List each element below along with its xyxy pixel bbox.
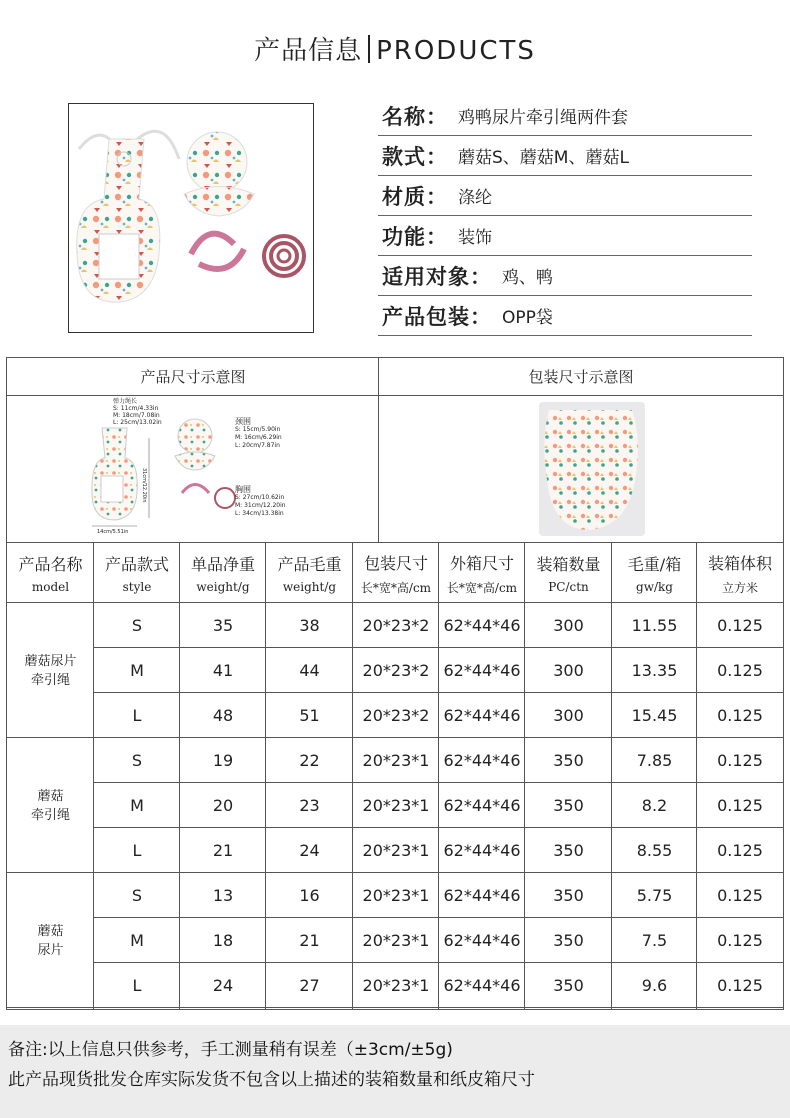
group-name	[7, 603, 94, 738]
header-cn: 装箱体积	[707, 553, 772, 573]
table-header	[180, 543, 266, 603]
table-cell: 20*23*1	[362, 886, 430, 905]
table-cell: L	[132, 841, 142, 860]
spec-row	[378, 216, 752, 256]
spec-key: 材质：	[382, 184, 448, 209]
elastic-l: L: 25cm/13.02in	[113, 419, 162, 426]
spec-row	[378, 136, 752, 176]
chest-s: S: 27cm/10.62in	[235, 494, 285, 501]
table-cell: 51	[299, 706, 320, 725]
package-photo	[537, 400, 647, 538]
table-cell: 21	[299, 931, 320, 950]
spec-value: 鸡鸭尿片牵引绳两件套	[458, 108, 628, 128]
table-cell: 48	[212, 706, 234, 725]
table-cell: S	[131, 751, 143, 770]
table-cell: S	[131, 886, 143, 905]
spec-key: 产品包装：	[382, 304, 492, 329]
table-cell: 0.125	[717, 616, 763, 635]
table-cell: 19	[212, 751, 234, 770]
table-cell: 15.45	[631, 706, 678, 725]
table-cell: 20*23*1	[362, 931, 430, 950]
dimension-diagram-title: 产品尺寸示意图	[7, 358, 379, 396]
product-photo	[68, 103, 314, 333]
table-cell: 62*44*46	[443, 616, 521, 635]
group-name-line: 牵引绳	[30, 672, 70, 688]
spec-value: OPP袋	[502, 308, 553, 328]
table-cell: 62*44*46	[443, 751, 521, 770]
table-cell: 23	[299, 796, 320, 815]
table-cell: 20*23*1	[362, 976, 430, 995]
table-cell: 7.85	[636, 751, 673, 770]
header-cn: 外箱尺寸	[449, 553, 514, 573]
table-cell: 0.125	[717, 886, 763, 905]
table-header	[353, 543, 439, 603]
table-cell: 0.125	[717, 661, 763, 680]
table-cell: 300	[553, 661, 584, 680]
table-cell: 300	[553, 706, 584, 725]
table-cell: 11.55	[631, 616, 678, 635]
table-cell: 9.6	[641, 976, 668, 995]
table-header	[697, 543, 783, 603]
table-cell: 8.2	[641, 796, 668, 815]
table-header	[612, 543, 697, 603]
table-cell: 8.55	[636, 841, 673, 860]
title-divider	[368, 35, 370, 63]
elastic-labels	[113, 398, 162, 426]
diagram-divider	[378, 358, 379, 543]
table-cell: 0.125	[717, 931, 763, 950]
spec-row	[378, 296, 752, 336]
header-cn: 单品净重	[190, 555, 255, 574]
spec-value: 蘑菇S、蘑菇M、蘑菇L	[458, 148, 629, 168]
table-cell: 350	[553, 931, 584, 950]
spec-value: 装饰	[458, 228, 492, 248]
table-cell: 21	[212, 841, 234, 860]
table-cell: 20*23*1	[362, 751, 430, 770]
table-cell: 62*44*46	[443, 841, 521, 860]
header-cn: 产品毛重	[277, 555, 342, 574]
table-cell: 300	[553, 616, 584, 635]
table-cell: 16	[299, 886, 320, 905]
package-diagram-title: 包装尺寸示意图	[379, 358, 783, 396]
table-cell: 350	[553, 841, 584, 860]
note-line-1: 备注:以上信息只供参考，手工测量稍有误差（±3cm/±5g)	[8, 1040, 453, 1060]
spec-row	[378, 176, 752, 216]
table-header	[439, 543, 525, 603]
package-illustration	[537, 400, 647, 538]
neck-labels	[235, 418, 282, 450]
table-cell: 20*23*2	[362, 616, 430, 635]
header-cn: 产品款式	[104, 555, 169, 574]
header-cn: 产品名称	[18, 555, 83, 574]
header-cn: 包装尺寸	[363, 553, 428, 573]
table-cell: 20*23*1	[362, 796, 430, 815]
chest-l: L: 34cm/13.38in	[235, 510, 284, 517]
data-table	[7, 543, 783, 1009]
header-en: weight/g	[282, 580, 337, 594]
header-en: 立方米	[721, 580, 758, 595]
row-divider	[7, 1007, 783, 1008]
product-illustration	[69, 104, 314, 333]
table-cell: 13	[212, 886, 234, 905]
spec-key: 适用对象：	[382, 264, 492, 289]
table-cell: 350	[553, 796, 584, 815]
table-cell: 41	[212, 661, 234, 680]
table-cell: 350	[553, 886, 584, 905]
table-cell: 0.125	[717, 796, 763, 815]
table-cell: 350	[553, 976, 584, 995]
table-cell: 350	[553, 751, 584, 770]
table-cell: 27	[299, 976, 320, 995]
group-name-line: 蘑菇	[37, 788, 64, 804]
group-name-line: 蘑菇尿片	[24, 653, 77, 669]
elastic-m: M: 18cm/7.08in	[113, 412, 160, 419]
chest-m: M: 31cm/12.20in	[235, 502, 286, 509]
chest-labels	[235, 486, 286, 518]
table-cell: 62*44*46	[443, 796, 521, 815]
table-cell: 62*44*46	[443, 931, 521, 950]
table-cell: 20*23*2	[362, 661, 430, 680]
table-cell: 38	[299, 616, 320, 635]
chest-label: 胸围	[235, 485, 251, 494]
table-cell: 24	[212, 976, 234, 995]
spec-key: 款式：	[382, 144, 448, 169]
table-cell: 0.125	[717, 841, 763, 860]
spec-table	[6, 357, 784, 1010]
table-cell: 7.5	[641, 931, 668, 950]
table-cell: 13.35	[631, 661, 678, 680]
group-name-line: 蘑菇	[37, 923, 64, 939]
table-cell: S	[131, 616, 143, 635]
group-name-line: 牵引绳	[30, 807, 70, 823]
table-cell: L	[132, 976, 142, 995]
table-header	[94, 543, 180, 603]
table-cell: 62*44*46	[443, 976, 521, 995]
group-name	[7, 738, 94, 873]
elastic-s: S: 11cm/4.33in	[113, 405, 159, 412]
header-en: model	[31, 580, 70, 594]
table-header	[7, 543, 94, 603]
table-cell: 5.75	[636, 886, 673, 905]
title-en: PRODUCTS	[376, 36, 536, 66]
group-name	[7, 873, 94, 1008]
spec-value: 鸡、鸭	[502, 268, 553, 288]
page-title	[0, 30, 790, 67]
header-en: PC/ctn	[548, 580, 589, 594]
table-cell: 0.125	[717, 706, 763, 725]
table-cell: 0.125	[717, 976, 763, 995]
table-cell: 18	[212, 931, 234, 950]
neck-s: S: 15cm/5.90in	[235, 426, 281, 433]
header-en: gw/kg	[636, 580, 673, 594]
neck-label: 颈围	[235, 417, 251, 426]
height-label: 31cm/12.20in	[141, 468, 147, 503]
table-cell: 22	[299, 751, 320, 770]
spec-list	[378, 96, 752, 336]
header-en: style	[122, 580, 152, 594]
dimension-diagram	[87, 398, 307, 538]
neck-l: L: 20cm/7.87in	[235, 442, 280, 449]
spec-key: 功能：	[382, 224, 448, 249]
note-line-2: 此产品现货批发仓库实际发货不包含以上描述的装箱数量和纸皮箱尺寸	[8, 1070, 535, 1090]
table-cell: 24	[299, 841, 320, 860]
width-label: 14cm/5.51in	[97, 529, 129, 535]
table-header	[525, 543, 612, 603]
table-cell: 44	[299, 661, 320, 680]
header-cn: 装箱数量	[536, 555, 601, 574]
table-cell: 62*44*46	[443, 706, 521, 725]
header-en: weight/g	[196, 580, 250, 594]
header-en: 长*宽*高/cm	[360, 580, 432, 595]
table-cell: 20	[212, 796, 234, 815]
group-name-line: 尿片	[37, 942, 64, 958]
table-cell: 62*44*46	[443, 886, 521, 905]
table-cell: M	[130, 661, 144, 680]
elastic-label: 弹力绳长	[113, 398, 138, 405]
spec-row	[378, 256, 752, 296]
table-cell: 62*44*46	[443, 661, 521, 680]
notes-section	[0, 1025, 790, 1118]
table-cell: M	[130, 796, 144, 815]
table-cell: 35	[212, 616, 234, 635]
table-cell: 20*23*1	[362, 841, 430, 860]
spec-row	[378, 96, 752, 136]
spec-value: 涤纶	[458, 188, 492, 208]
table-header	[266, 543, 353, 603]
title-cn: 产品信息	[254, 36, 363, 66]
table-cell: 20*23*2	[362, 706, 430, 725]
header-en: 长*宽*高/cm	[446, 580, 518, 595]
neck-m: M: 16cm/6.29in	[235, 434, 282, 441]
table-cell: 0.125	[717, 751, 763, 770]
spec-key: 名称：	[382, 104, 448, 129]
header-cn: 毛重/箱	[627, 555, 682, 574]
table-cell: L	[132, 706, 142, 725]
table-cell: M	[130, 931, 144, 950]
